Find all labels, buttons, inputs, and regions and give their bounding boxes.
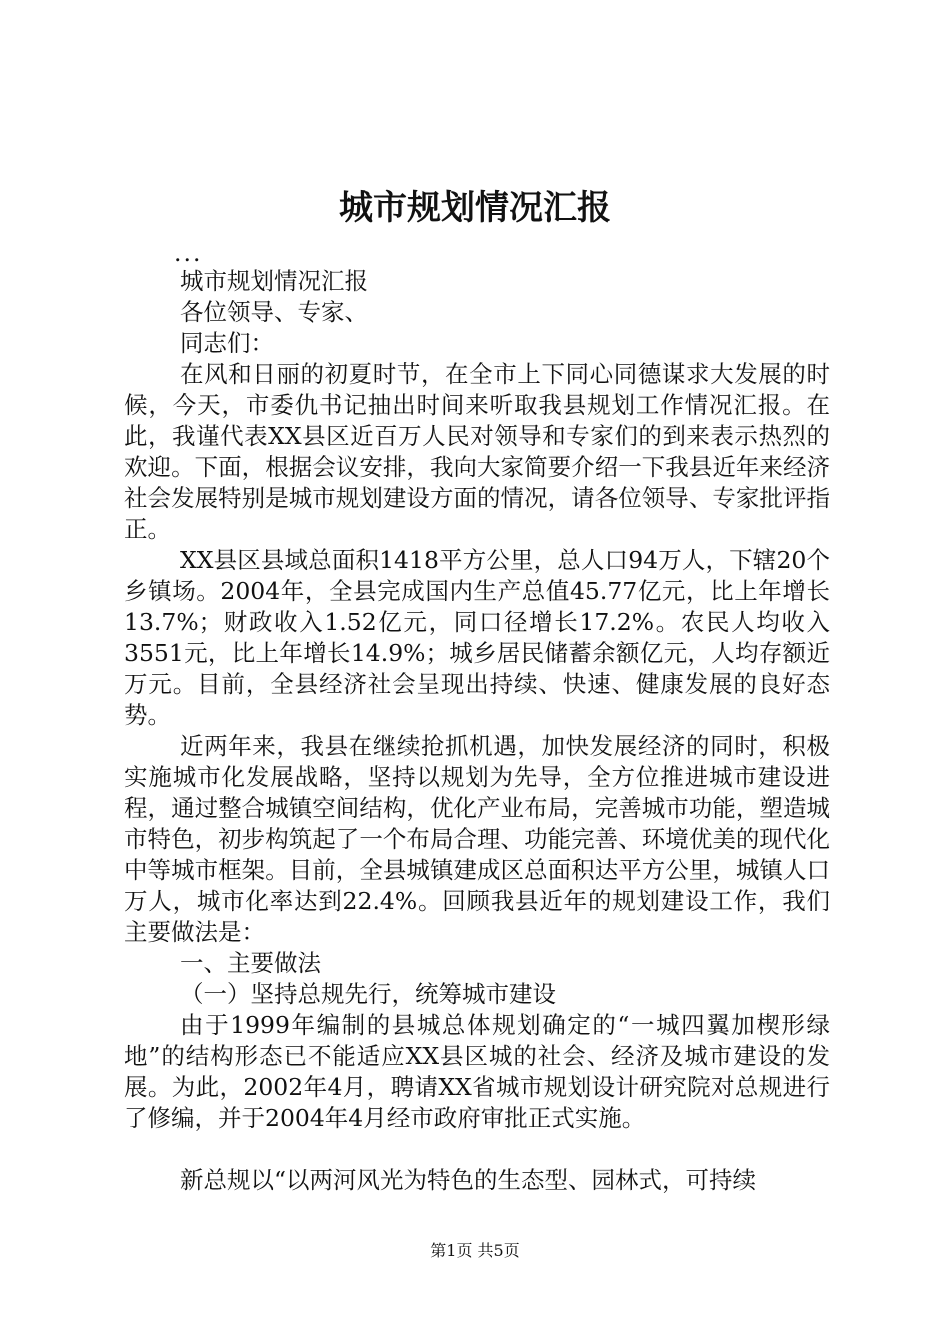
salutation-line-2: 同志们： xyxy=(180,329,274,357)
subsection-heading: （一）坚持总规先行，统筹城市建设 xyxy=(180,980,556,1008)
paragraph-urbanization: 近两年来，我县在继续抢抓机遇，加快发展经济的同时，积极实施城市化发展战略，坚持以规划为先导，全方位推进城市建设进程，通过整合城镇空间结构，优化产业布局，完善城市功能，塑造城市特色，初步构筑起了一个布局合理、功能完善、环境优美的现代化中等城市框架。目前，全县城镇建成区总面积达平方公里，城镇人口万人，城市化率达到22.4%。回顾我县近年的规划建设工作，我们主要做法是： xyxy=(124,732,830,946)
ellipsis-marker: ... xyxy=(174,239,203,267)
document-title: 城市规划情况汇报 xyxy=(339,188,611,228)
paragraph-master-plan: 由于1999年编制的县城总体规划确定的“一城四翼加楔形绿地”的结构形态已不能适应XX县区城的社会、经济及城市建设的发展。为此，2002年4月，聘请XX省城市规划设计研究院对总规进行了修编，并于2004年4月经市政府审批正式实施。 xyxy=(124,1011,830,1132)
page-footer: 第1页 共5页 xyxy=(430,1241,520,1260)
paragraph-new-plan: 新总规以“以两河风光为特色的生态型、园林式，可持续 xyxy=(180,1166,757,1194)
document-body xyxy=(124,239,830,1196)
paragraph-county-overview: XX县区县域总面积1418平方公里，总人口94万人，下辖20个乡镇场。2004年，全县完成国内生产总值45.77亿元，比上年增长13.7%；财政收入1.52亿元，同口径增长17.2%。农民人均收入3551元，比上年增长14.9%；城乡居民储蓄余额亿元，人均存额近万元。目前，全县经济社会呈现出持续、快速、健康发展的良好态势。 xyxy=(124,546,830,729)
salutation-line: 各位领导、专家、 xyxy=(180,298,368,326)
paragraph-intro: 在风和日丽的初夏时节，在全市上下同心同德谋求大发展的时候，今天，市委仇书记抽出时间来听取我县规划工作情况汇报。在此，我谨代表XX县区近百万人民对领导和专家们的到来表示热烈的欢迎。下面，根据会议安排，我向大家简要介绍一下我县近年来经济社会发展特别是城市规划建设方面的情况，请各位领导、专家批评指正。 xyxy=(124,360,830,543)
paragraph-gap xyxy=(124,1134,830,1165)
section-heading: 一、主要做法 xyxy=(180,949,321,977)
heading-line-title: 城市规划情况汇报 xyxy=(180,267,368,295)
